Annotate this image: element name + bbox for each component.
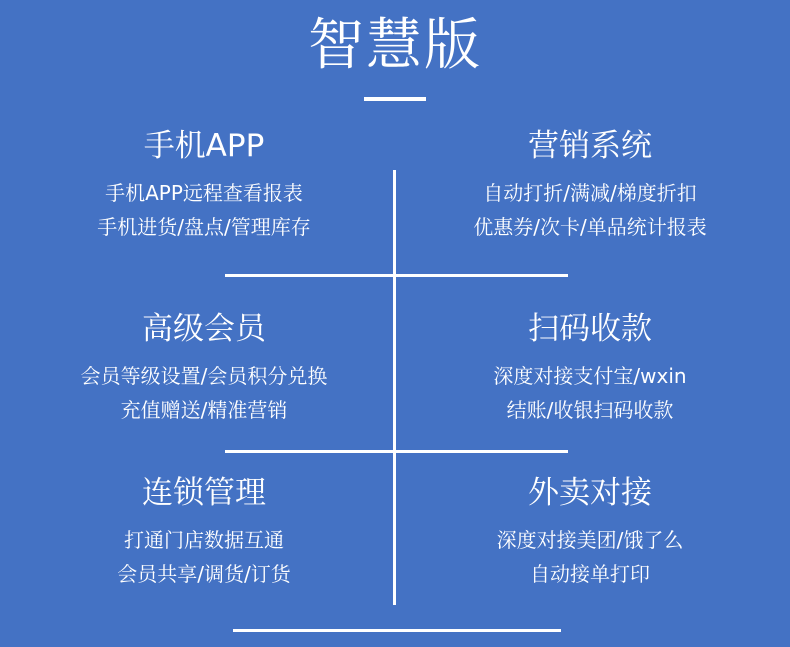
feature-line: 手机进货/盘点/管理库存 bbox=[97, 215, 311, 239]
feature-line: 深度对接美团/饿了么 bbox=[496, 528, 684, 552]
feature-line: 深度对接支付宝/wxin bbox=[493, 364, 687, 388]
feature-line: 会员共享/调货/订货 bbox=[117, 562, 291, 586]
feature-line: 自动接单打印 bbox=[530, 562, 650, 586]
page-title: 智慧版 bbox=[308, 13, 482, 78]
feature-heading: 连锁管理 bbox=[142, 475, 266, 511]
horizontal-divider bbox=[225, 274, 568, 277]
feature-mobile-app bbox=[14, 126, 394, 244]
feature-line: 会员等级设置/会员积分兑换 bbox=[80, 364, 328, 388]
feature-heading: 外卖对接 bbox=[528, 475, 652, 511]
feature-heading: 高级会员 bbox=[142, 311, 266, 347]
feature-heading: 营销系统 bbox=[528, 128, 652, 164]
feature-line: 充值赠送/精准营销 bbox=[120, 398, 288, 422]
vertical-divider bbox=[393, 452, 396, 605]
feature-line: 打通门店数据互通 bbox=[124, 528, 284, 552]
vertical-divider bbox=[393, 170, 396, 274]
feature-heading: 手机APP bbox=[143, 128, 265, 164]
feature-heading: 扫码收款 bbox=[528, 311, 652, 347]
feature-line: 手机APP远程查看报表 bbox=[105, 181, 303, 205]
feature-line: 自动打折/满减/梯度折扣 bbox=[483, 181, 697, 205]
feature-line: 结账/收银扫码收款 bbox=[506, 398, 674, 422]
feature-marketing-system bbox=[400, 126, 780, 244]
bottom-divider bbox=[233, 629, 561, 632]
feature-advanced-membership bbox=[14, 309, 394, 427]
horizontal-divider bbox=[225, 450, 568, 453]
feature-line: 优惠券/次卡/单品统计报表 bbox=[473, 215, 707, 239]
feature-chain-management bbox=[14, 473, 394, 591]
vertical-divider bbox=[393, 276, 396, 450]
feature-scan-payment bbox=[400, 309, 780, 427]
title-underline bbox=[364, 97, 426, 101]
feature-takeout-integration bbox=[400, 473, 780, 591]
